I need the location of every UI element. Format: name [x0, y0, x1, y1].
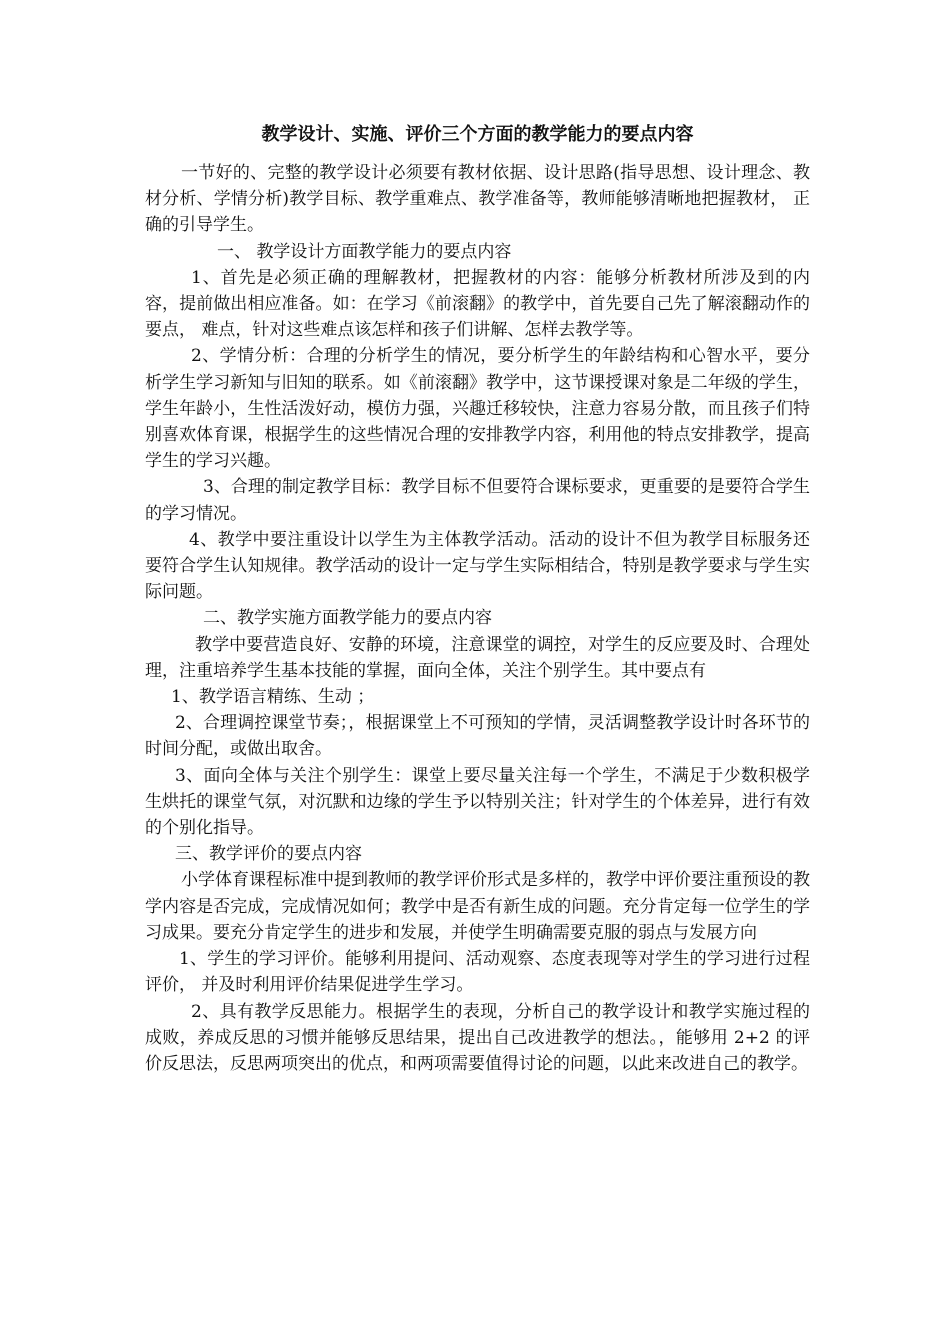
section-heading-evaluation: 三、教学评价的要点内容 — [175, 844, 362, 865]
intro-paragraph: 一节好的、完整的教学设计必须要有教材依据、设计思路(指导思想、设计理念、教材分析、学情分析)教学目标、教学重难点、教学准备等，教师能够清晰地把握教材， 正确的引导学生。 — [145, 163, 810, 236]
evaluation-point-2: 2、具有教学反思能力。根据学生的表现，分析自己的教学设计和教学实施过程的成败，养成反思的习惯并能够反思结果，提出自己改进教学的想法。，能够用 2+2 的评价反思法，反思两项突出的优点，和两项需要值得讨论的问题，以此来改进自己的教学。 — [145, 1001, 810, 1074]
evaluation-point-1: 1、学生的学习评价。能够利用提问、活动观察、态度表现等对学生的学习进行过程评价， 并及时利用评价结果促进学生学习。 — [145, 949, 810, 996]
document-page — [145, 122, 810, 1077]
document-title: 教学设计、实施、评价三个方面的教学能力的要点内容 — [261, 124, 694, 145]
design-point-2: 2、学情分析：合理的分析学生的情况，要分析学生的年龄结构和心智水平，要分析学生学习新知与旧知的联系。如《前滚翻》教学中，这节课授课对象是二年级的学生，学生年龄小，生性活泼好动，模仿力强，兴趣迁移较快，注意力容易分散，而且孩子们特别喜欢体育课，根据学生的这些情况合理的安排教学内容，利用他的特点安排教学，提高学生的学习兴趣。 — [145, 346, 810, 472]
implementation-point-3: 3、面向全体与关注个别学生：课堂上要尽量关注每一个学生，不满足于少数积极学生烘托的课堂气氛，对沉默和边缘的学生予以特别关注；针对学生的个体差异，进行有效的个别化指导。 — [145, 765, 810, 839]
section-heading-implementation: 二、教学实施方面教学能力的要点内容 — [203, 608, 492, 629]
implementation-point-1: 1、教学语言精练、生动 ； — [171, 687, 375, 708]
design-point-1: 1、首先是必须正确的理解教材，把握教材的内容：能够分析教材所涉及到的内容，提前做出相应准备。如：在学习《前滚翻》的教学中，首先要自己先了解滚翻动作的要点， 难点，针对这些难点该怎样和孩子们讲解、怎样去教学等。 — [145, 267, 810, 341]
implementation-point-2: 2、合理调控课堂节奏；，根据课堂上不可预知的学情，灵活调整教学设计时各环节的时间分配，或做出取舍。 — [145, 713, 810, 760]
evaluation-intro: 小学体育课程标准中提到教师的教学评价形式是多样的，教学中评价要注重预设的教学内容是否完成，完成情况如何；教学中是否有新生成的问题。充分肯定每一位学生的学习成果。要充分肯定学生的进步和发展，并使学生明确需要克服的弱点与发展方向 — [145, 870, 810, 943]
design-point-3: 3、合理的制定教学目标：教学目标不但要符合课标要求，更重要的是要符合学生的学习情况。 — [145, 477, 810, 524]
section-heading-design: 一、 教学设计方面教学能力的要点内容 — [217, 241, 512, 262]
design-point-4: 4、教学中要注重设计以学生为主体教学活动。活动的设计不但为教学目标服务还要符合学生认知规律。教学活动的设计一定与学生实际相结合，特别是教学要求与学生实际问题。 — [145, 529, 810, 603]
implementation-intro: 教学中要营造良好、安静的环境，注意课堂的调控，对学生的反应要及时、合理处理，注重培养学生基本技能的掌握，面向全体，关注个别学生。其中要点有 — [145, 634, 810, 681]
